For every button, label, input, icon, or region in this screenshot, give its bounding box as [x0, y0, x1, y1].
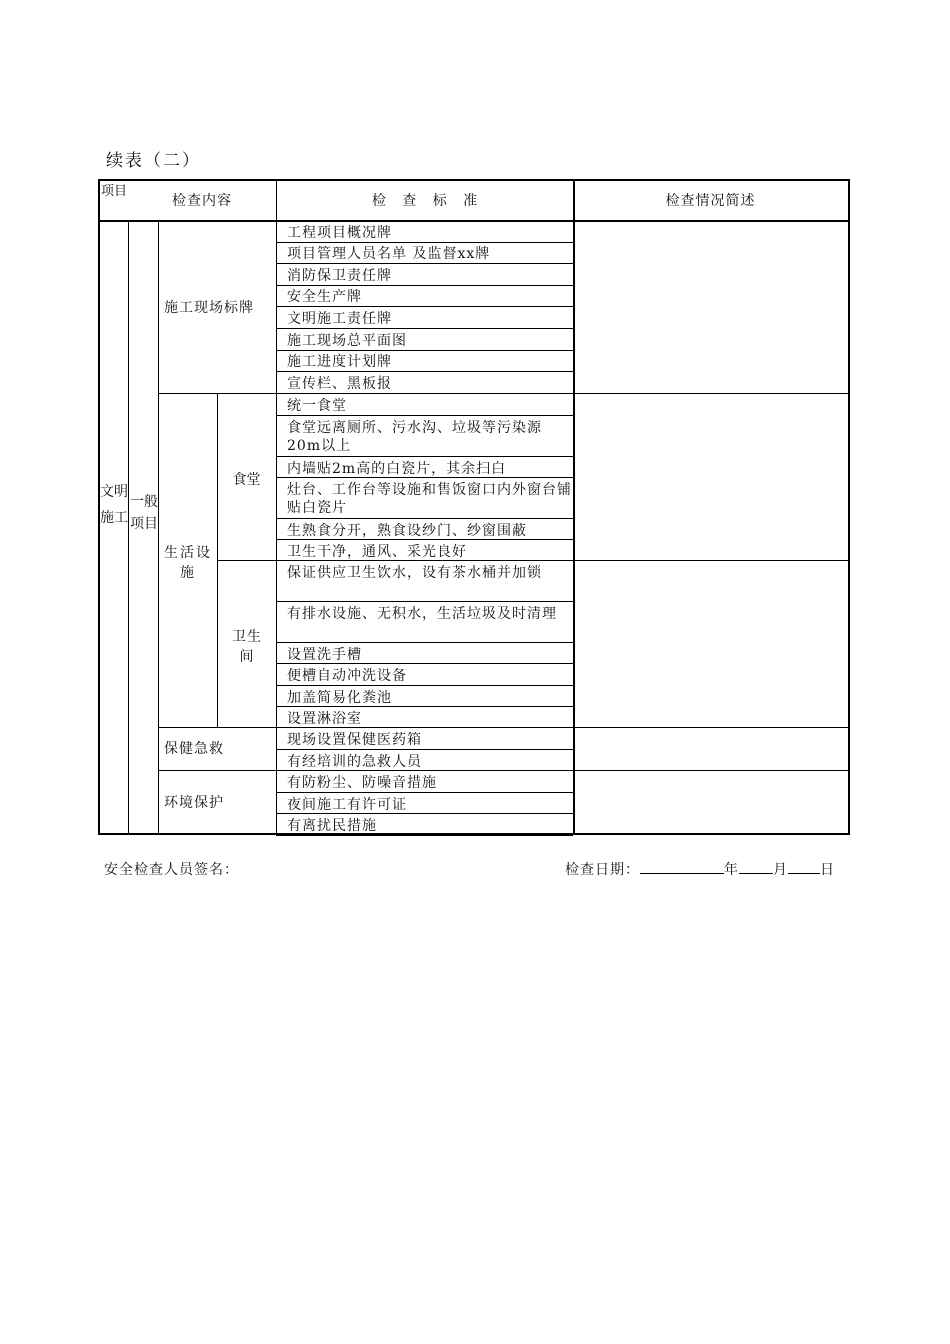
standard-item: 内墙贴2m高的白瓷片，其余扫白: [287, 461, 507, 477]
std-divider: [276, 685, 573, 686]
group-health: 保健急救: [164, 741, 224, 757]
standard-item: 生熟食分开，熟食设纱门、纱窗围蔽: [287, 523, 527, 539]
standard-item: 设置洗手槽: [287, 647, 362, 663]
standard-item: 工程项目概况牌: [287, 225, 392, 241]
inspection-date: [565, 859, 835, 879]
standard-item: 加盖简易化粪池: [287, 690, 392, 706]
standard-item: 保证供应卫生饮水，设有茶水桶并加锁: [287, 565, 542, 581]
std-divider: [276, 371, 573, 372]
std-divider: [276, 242, 573, 243]
std-divider: [276, 328, 573, 329]
inspector-signature-label: 安全检查人员签名：: [104, 862, 239, 878]
std-divider: [276, 306, 573, 307]
header-result: 检查情况简述: [665, 193, 756, 209]
standard-item: 卫生干净，通风、采光良好: [287, 544, 467, 560]
standard-item: 安全生产牌: [287, 289, 362, 305]
header-standard: 检 查 标 准: [371, 193, 478, 209]
standard-item: 食堂远离厕所、污水沟、垃圾等污染源20m以上: [287, 420, 542, 454]
result-cell-environment[interactable]: [575, 771, 848, 833]
standard-item: 有防粉尘、防噪音措施: [287, 775, 437, 791]
category-label: 文明施工: [100, 484, 128, 526]
standard-item: 设置淋浴室: [287, 711, 362, 727]
result-cell-signage[interactable]: [575, 222, 848, 393]
standard-item: 有排水设施、无积水，生活垃圾及时清理: [287, 606, 557, 622]
row-divider: [276, 835, 573, 836]
col-divider: [158, 220, 159, 835]
standard-item: 统一食堂: [287, 398, 347, 414]
group-signage: 施工现场标牌: [164, 300, 254, 316]
std-divider: [276, 518, 573, 519]
day-blank[interactable]: [788, 859, 820, 874]
std-divider: [276, 792, 573, 793]
level-label: 一般项目: [130, 494, 158, 532]
group-canteen: 食堂: [232, 472, 261, 488]
standard-item: 夜间施工有许可证: [287, 797, 407, 813]
header-item: 项目: [100, 184, 127, 199]
standard-item: 便槽自动冲洗设备: [287, 668, 407, 684]
standard-item: 现场设置保健医药箱: [287, 732, 422, 748]
date-label: 检查日期：: [565, 862, 640, 878]
col-divider: [276, 181, 277, 835]
result-cell-health[interactable]: [575, 728, 848, 770]
std-divider: [276, 601, 573, 602]
std-divider: [276, 642, 573, 643]
group-toilet: 卫生间: [232, 629, 262, 665]
inspection-table: [98, 179, 850, 835]
group-environment: 环境保护: [164, 795, 224, 811]
std-divider: [276, 263, 573, 264]
std-divider: [276, 749, 573, 750]
standard-item: 施工进度计划牌: [287, 354, 392, 370]
result-cell-toilet[interactable]: [575, 561, 848, 727]
month-label: 月: [773, 862, 788, 878]
std-divider: [276, 456, 573, 457]
std-divider: [276, 350, 573, 351]
standard-item: 施工现场总平面图: [287, 333, 407, 349]
standard-item: 文明施工责任牌: [287, 311, 392, 327]
standard-item: 宣传栏、黑板报: [287, 376, 392, 392]
result-cell-canteen[interactable]: [575, 394, 848, 560]
standard-item: 项目管理人员名单 及监督xx牌: [287, 246, 491, 262]
standard-item: 灶台、工作台等设施和售饭窗口内外窗台铺贴白瓷片: [287, 482, 572, 516]
col-divider: [128, 220, 129, 835]
col-divider: [217, 393, 218, 727]
std-divider: [276, 415, 573, 416]
header-content: 检查内容: [172, 193, 232, 209]
group-living: 生活设施: [164, 545, 212, 581]
month-blank[interactable]: [739, 859, 773, 874]
standard-item: 有经培训的急救人员: [287, 754, 422, 770]
year-label: 年: [724, 862, 739, 878]
std-divider: [276, 285, 573, 286]
table-caption: 续表（二）: [106, 151, 201, 171]
standard-item: 消防保卫责任牌: [287, 268, 392, 284]
standard-item: 有离扰民措施: [287, 818, 377, 834]
day-label: 日: [820, 862, 835, 878]
year-blank[interactable]: [640, 859, 724, 874]
